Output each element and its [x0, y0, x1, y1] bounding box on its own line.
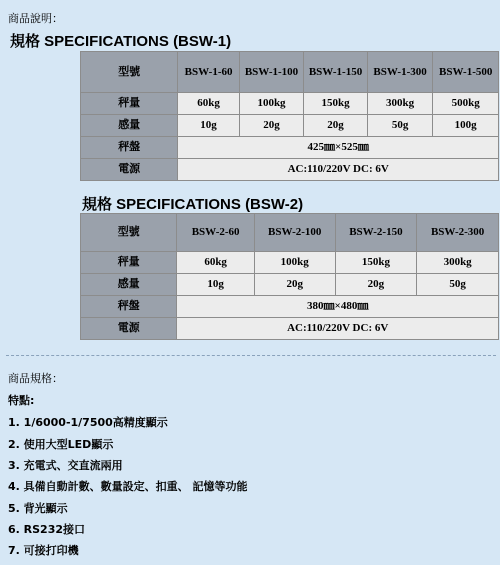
row-label-capacity: 秤量 [81, 93, 177, 114]
model-cell: BSW-2-60 [177, 214, 254, 251]
table-cell: 100kg [255, 252, 335, 273]
feature-item: 1. 1/6000-1/7500高精度顯示 [8, 416, 168, 429]
row-label-power: 電源 [81, 318, 176, 339]
feature-item: 2. 使用大型LED顯示 [8, 438, 114, 451]
row-label-pan: 秤盤 [81, 296, 176, 317]
table-cell: 10g [177, 274, 254, 295]
table-row [81, 274, 498, 295]
table-row [81, 159, 498, 180]
spec-table-bsw2 [80, 213, 499, 340]
table-row [81, 296, 498, 317]
table-cell: 20g [336, 274, 417, 295]
row-label-resolution: 感量 [81, 274, 176, 295]
model-cell: BSW-1-500 [433, 52, 498, 92]
table-cell: 10g [178, 115, 238, 136]
table-cell: 50g [368, 115, 433, 136]
section-divider [6, 355, 496, 356]
row-label-capacity: 秤量 [81, 252, 176, 273]
spec-title-bsw1: 規格 SPECIFICATIONS (BSW-1) [10, 33, 232, 50]
table-row [81, 252, 498, 273]
table-row [81, 93, 498, 114]
feature-item: 5. 背光顯示 [8, 502, 68, 515]
feature-item: 6. RS232接口 [8, 523, 86, 536]
feature-item: 4. 具備自動計數、數量設定、扣重、 記憶等功能 [8, 480, 248, 493]
spec-title-bsw2: 規格 SPECIFICATIONS (BSW-2) [82, 196, 304, 213]
model-cell: BSW-1-100 [240, 52, 304, 92]
model-header-cell: 型號 [81, 52, 177, 92]
power-cell: AC:110/220V DC: 6V [177, 318, 498, 339]
feature-item: 3. 充電式、交直流兩用 [8, 459, 123, 472]
model-header-cell: 型號 [81, 214, 176, 251]
description-label: 商品說明： [8, 12, 63, 25]
table-cell: 100g [433, 115, 498, 136]
features-title: 特點: [8, 394, 35, 407]
table-cell: 60kg [177, 252, 254, 273]
table-row [81, 115, 498, 136]
model-cell: BSW-1-150 [304, 52, 366, 92]
table-cell: 300kg [417, 252, 498, 273]
table-cell: 500kg [433, 93, 498, 114]
model-cell: BSW-2-300 [417, 214, 498, 251]
table-cell: 300kg [368, 93, 433, 114]
table-cell: 20g [255, 274, 335, 295]
model-cell: BSW-1-300 [368, 52, 433, 92]
table-header-row [81, 52, 498, 92]
table-cell: 50g [417, 274, 498, 295]
pan-size-cell: 380㎜×480㎜ [177, 296, 498, 317]
table-cell: 60kg [178, 93, 238, 114]
model-cell: BSW-2-150 [336, 214, 417, 251]
power-cell: AC:110/220V DC: 6V [178, 159, 498, 180]
table-header-row [81, 214, 498, 251]
specs-label: 商品規格： [8, 372, 63, 385]
row-label-power: 電源 [81, 159, 177, 180]
feature-item: 7. 可接打印機 [8, 544, 79, 557]
table-cell: 20g [304, 115, 366, 136]
model-cell: BSW-2-100 [255, 214, 335, 251]
spec-table-bsw1 [80, 51, 499, 181]
table-cell: 20g [240, 115, 304, 136]
table-cell: 150kg [336, 252, 417, 273]
row-label-pan: 秤盤 [81, 137, 177, 158]
table-row [81, 318, 498, 339]
row-label-resolution: 感量 [81, 115, 177, 136]
model-cell: BSW-1-60 [178, 52, 238, 92]
table-cell: 100kg [240, 93, 304, 114]
pan-size-cell: 425㎜×525㎜ [178, 137, 498, 158]
table-cell: 150kg [304, 93, 366, 114]
table-row [81, 137, 498, 158]
